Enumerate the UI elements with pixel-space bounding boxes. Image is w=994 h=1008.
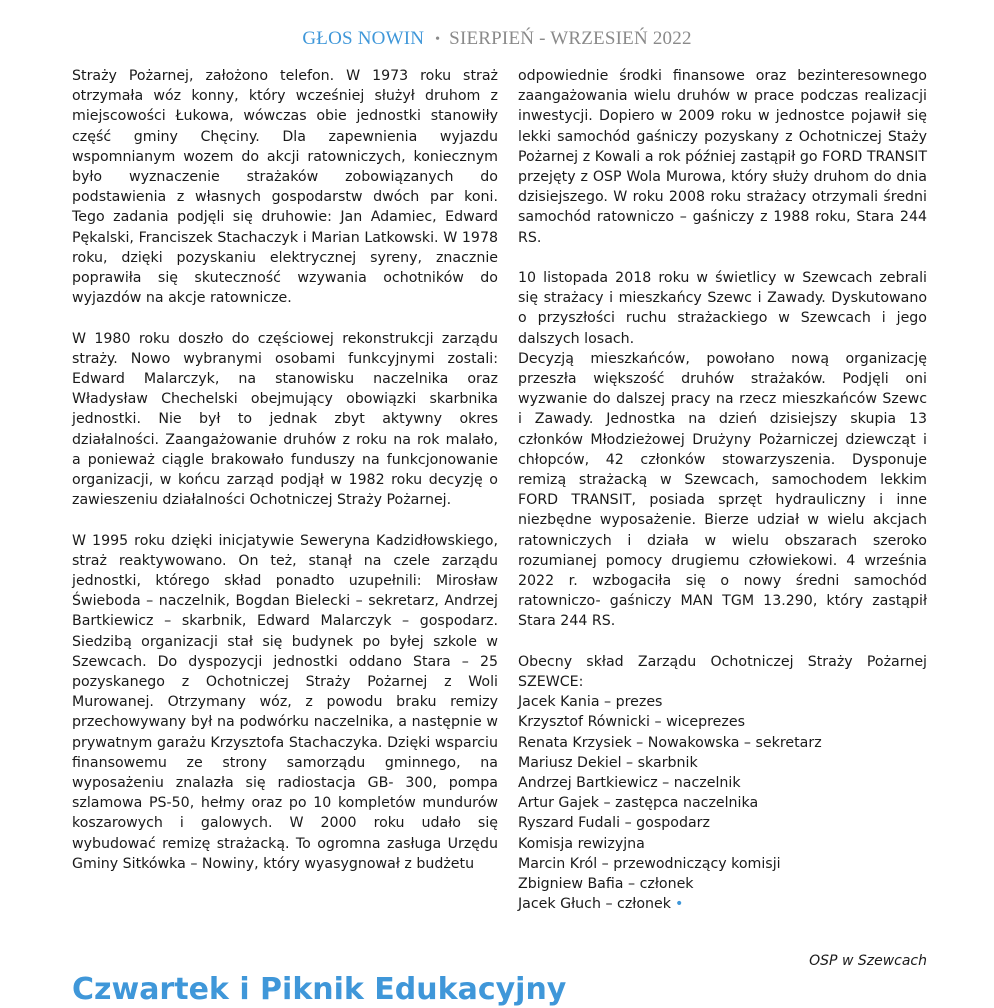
board-member: Jacek Głuch – członek — [518, 896, 671, 913]
paragraph: Decyzją mieszkańców, powołano nową organizację przeszła większość druhów strażaków. Podjęli oni wyzwanie do dalszej pracy na rzecz mieszkańców Szewc i Zawady. Jednostka na dzień dzisiejszy skupia 13 członków Młodzieżowej Drużyny Pożarniczej dziewcząt i chłopców, 42 członków stowarzyszenia. Dysponuje remizą strażacką w Szewcach, samochodem lekkim FORD TRANSIT, posiada sprzęt hydrauliczny i inne niezbędne wyposażenie. Bierze udział w wielu akcjach ratowniczych i działa w wielu obszarach szeroko rozumianej pomocy drugiemu człowiekowi. 4 września 2022 r. wzbogaciła się o nowy średni samochód ratowniczo- gaśniczy MAN TGM 13.290, który zastąpił Stara 244 RS. — [518, 350, 927, 630]
paragraph: 10 listopada 2018 roku w świetlicy w Szewcach zebrali się strażacy i mieszkańcy Szewc i Zawady. Dyskutowano o przyszłości ruchu strażackiego w Szewcach i jego dalszych losach. — [518, 270, 927, 347]
next-article-title: Czwartek i Piknik Edukacyjny — [72, 972, 567, 1007]
board-member: Andrzej Bartkiewicz – naczelnik — [518, 775, 741, 792]
board-members-list — [518, 692, 927, 914]
left-column — [72, 66, 498, 874]
paragraph: W 1980 roku doszło do częściowej rekonstrukcji zarządu straży. Nowo wybranymi osobami funkcyjnymi zostali: Edward Malarczyk, na stanowisku naczelnika oraz Władysław Chechelski obejmujący obowiązki skarbnika jednostki. Nie był to jednak zbyt aktywny okres działalności. Zaangażowanie druhów z roku na rok malało, a ponieważ ciągle brakowało funduszy na funkcjonowanie organizacji, w końcu zarząd podjął w 1982 roku decyzję o zawieszeniu działalności Ochotniczej Straży Pożarnej. — [72, 330, 498, 509]
board-member: Artur Gajek – zastępca naczelnika — [518, 795, 759, 812]
board-member: Jacek Kania – prezes — [518, 694, 663, 711]
end-of-article-bullet-icon: • — [674, 896, 684, 913]
right-column — [518, 66, 927, 915]
publication-name: GŁOS NOWIN — [302, 28, 425, 49]
article-signature: OSP w Szewcach — [809, 953, 927, 969]
board-member: Krzysztof Równicki – wiceprezes — [518, 714, 745, 731]
board-intro: Obecny skład Zarządu Ochotniczej Straży Pożarnej SZEWCE: — [518, 653, 927, 691]
paragraph: W 1995 roku dzięki inicjatywie Seweryna Kadzidłowskiego, straż reaktywowano. On też, stanął na czele zarządu jednostki, którego skład ponadto uzupełnili: Mirosław Świeboda – naczelnik, Bogdan Bielecki – sekretarz, Andrzej Bartkiewicz – skarbnik, Edward Malarczyk – gospodarz. Siedzibą organizacji stał się budynek po byłej szkole w Szewcach. Do dyspozycji jednostki oddano Stara – 25 pozyskanego z Ochotniczej Straży Pożarnej z Woli Murowanej. Otrzymany wóz, z powodu braku remizy przechowywany był na podwórku naczelnika, a następnie w prywatnym garażu Krzysztofa Stachaczyka. Dzięki wsparciu finansowemu ze strony samorządu gminnego, na wyposażeniu znalazła się radiostacja GB- 300, pompa szlamowa PS-50, hełmy oraz po 10 kompletów mundurów koszarowych i galowych. W 2000 roku udało się wybudować remizę strażacką. To ogromna zasługa Urzędu Gminy Sitkówka – Nowiny, który wyasygnował z budżetu — [72, 532, 498, 872]
board-member: Marcin Król – przewodniczący komisji — [518, 855, 781, 872]
board-member: Ryszard Fudali – gospodarz — [518, 815, 710, 832]
audit-committee-heading: Komisja rewizyjna — [518, 835, 645, 852]
separator-dot-icon: • — [435, 32, 441, 47]
board-member: Zbigniew Bafia – członek — [518, 876, 694, 893]
paragraph: odpowiednie środki finansowe oraz bezinteresownego zaangażowania wielu druhów w prace podczas realizacji inwestycji. Dopiero w 2009 roku w jednostce pojawił się lekki samochód gaśniczy pozyskany z Ochotniczej Staży Pożarnej z Kowali a rok później zastąpił go FORD TRANSIT przejęty z OSP Wola Murowa, który służy druhom do dnia dzisiejszego. W roku 2008 roku strażacy otrzymali średni samochód ratowniczo – gaśniczy z 1988 roku, Stara 244 RS. — [518, 68, 927, 246]
issue-date: SIERPIEŃ - WRZESIEŃ 2022 — [449, 28, 692, 49]
board-member: Renata Krzysiek – Nowakowska – sekretarz — [518, 734, 822, 751]
running-header — [0, 28, 994, 50]
board-member-last — [518, 894, 927, 914]
paragraph: Straży Pożarnej, założono telefon. W 1973 roku straż otrzymała wóz konny, który wcześniej służył druhom z miejscowości Łukowa, wówczas obie jednostki stanowiły część gminy Chęciny. Dla zapewnienia wyjazdu wspomnianym wozem do akcji ratowniczych, koniecznym było wyznaczenie strażaków zobowiązanych do podstawienia z własnych gospodarstw dwóch par koni. Tego zadania podjęli się druhowie: Jan Adamiec, Edward Pękalski, Franciszek Stachaczyk i Marian Latkowski. W 1978 roku, dzięki pozyskaniu elektrycznej syreny, znacznie poprawiła się skuteczność wzywania ochotników do wyjazdów na akcje ratownicze. — [72, 68, 498, 307]
board-member: Mariusz Dekiel – skarbnik — [518, 754, 698, 771]
